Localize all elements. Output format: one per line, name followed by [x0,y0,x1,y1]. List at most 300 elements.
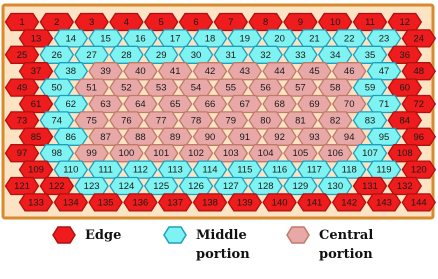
cell-number-label: 112 [132,164,148,176]
cell-number-label: 77 [155,115,167,127]
cell-number-label: 82 [329,115,341,127]
edge-cell [20,161,53,178]
cell-number-label: 16 [135,33,146,45]
cell-number-label: 139 [236,197,253,209]
cell-number-label: 120 [410,164,427,176]
cell-number-label: 140 [271,197,288,209]
cell-number-label: 136 [132,197,149,209]
cell-number-label: 106 [327,148,344,160]
middle-cell [194,30,227,47]
legend-edge-label: Edge [85,228,122,243]
cell-number-label: 21 [309,33,320,45]
central-cell [333,63,366,80]
cell-number-label: 36 [399,49,411,61]
middle-swatch-icon [163,226,187,244]
cell-number-label: 130 [327,181,344,192]
cell-number-label: 1 [19,17,25,28]
cell-number-label: 108 [396,148,413,160]
cell-number-label: 17 [169,33,181,45]
cell-number-label: 71 [378,99,390,110]
cell-number-label: 33 [295,49,306,61]
central-cell [194,128,227,145]
cell-number-label: 28 [121,49,132,61]
central-cell [75,145,108,162]
central-cell [159,63,192,80]
edge-cell [145,14,178,31]
edge-cell [333,194,366,211]
cell-number-label: 35 [364,49,376,61]
cell-number-label: 97 [16,148,28,160]
cell-number-label: 87 [100,131,111,143]
middle-cell [298,161,331,178]
edge-cell [6,79,39,96]
middle-cell [228,161,261,178]
edge-cell [402,194,435,211]
cell-number-label: 13 [30,33,42,45]
cell-number-label: 44 [274,66,285,78]
central-cell [194,96,227,113]
middle-cell [368,30,401,47]
cell-number-label: 38 [65,66,77,78]
edge-cell [159,194,192,211]
middle-cell [214,178,247,195]
middle-cell [333,30,366,47]
cell-number-label: 137 [167,197,184,209]
edge-cell [20,63,53,80]
cell-number-label: 88 [135,131,146,143]
central-cell [145,145,178,162]
cell-number-label: 132 [396,181,413,192]
cell-number-label: 69 [309,99,320,110]
cell-number-label: 74 [51,115,63,127]
central-cell [263,96,296,113]
central-cell [249,145,282,162]
cell-number-label: 84 [399,115,411,127]
middle-cell [40,145,73,162]
middle-cell [40,46,73,63]
cell-number-label: 90 [204,131,216,143]
central-cell [194,63,227,80]
cell-number-label: 94 [343,131,355,143]
middle-cell [263,161,296,178]
central-cell [110,79,143,96]
central-cell [263,128,296,145]
central-cell [228,63,261,80]
edge-cell [75,14,108,31]
cell-number-label: 92 [274,131,285,143]
edge-cell [388,145,421,162]
central-cell [180,79,213,96]
edge-cell [402,63,435,80]
cell-number-label: 121 [14,181,30,192]
cell-number-label: 83 [364,115,376,127]
cell-number-label: 133 [28,197,44,209]
cell-number-label: 57 [295,82,306,94]
cell-number-label: 110 [63,164,79,176]
cell-number-label: 63 [100,99,111,110]
middle-cell [319,46,352,63]
cell-number-label: 104 [257,148,274,160]
cell-number-label: 113 [167,164,183,176]
cell-number-label: 3 [88,17,95,28]
middle-cell [228,30,261,47]
middle-cell [333,161,366,178]
middle-cell [145,46,178,63]
cell-number-label: 138 [202,197,218,209]
legend-central [286,226,373,276]
edge-cell [388,79,421,96]
legend-middle-label [196,226,250,264]
middle-cell [354,46,387,63]
edge-cell [249,14,282,31]
cell-number-label: 131 [362,181,378,192]
cell-number-label: 32 [260,49,271,61]
cell-number-label: 30 [190,49,202,61]
middle-cell [354,145,387,162]
central-cell [298,63,331,80]
middle-cell [263,30,296,47]
legend-middle [163,226,250,276]
cell-number-label: 109 [28,164,44,176]
central-cell [180,112,213,129]
middle-cell [180,46,213,63]
central-cell [319,145,352,162]
cell-number-label: 10 [329,17,341,28]
legend-middle-line1: Middle [196,228,247,243]
central-cell [214,145,247,162]
cell-number-label: 85 [30,131,42,143]
middle-cell [54,96,87,113]
central-cell [89,96,122,113]
cell-number-label: 19 [239,33,251,45]
cell-number-label: 5 [158,17,164,28]
cell-number-label: 11 [365,17,375,28]
cell-number-label: 2 [54,17,60,28]
cell-number-label: 115 [237,164,253,176]
central-cell [110,145,143,162]
cell-number-label: 135 [97,197,114,209]
middle-cell [124,161,157,178]
edge-cell [124,194,157,211]
cell-number-label: 111 [98,164,113,176]
cell-number-label: 52 [121,82,132,94]
edge-cell [402,96,435,113]
cell-number-label: 46 [343,66,355,78]
central-cell [89,63,122,80]
edge-cell [298,194,331,211]
edge-cell [40,14,73,31]
legend-edge [52,226,121,276]
middle-cell [319,178,352,195]
central-cell [214,112,247,129]
cell-number-label: 75 [86,115,97,127]
cell-number-label: 142 [341,197,358,209]
cell-number-label: 91 [239,131,251,143]
cell-number-label: 73 [16,115,28,127]
cell-number-label: 102 [188,148,204,160]
cell-number-label: 37 [30,66,42,78]
edge-cell [6,14,39,31]
edge-cell [402,30,435,47]
cell-number-label: 81 [295,115,306,127]
middle-cell [284,46,317,63]
edge-cell [89,194,122,211]
cell-number-label: 86 [65,131,77,143]
central-cell [333,96,366,113]
cell-number-label: 62 [65,99,77,110]
cell-number-label: 12 [399,17,411,28]
cell-number-label: 118 [341,164,357,176]
central-cell [124,128,157,145]
middle-cell [368,96,401,113]
central-cell [75,112,108,129]
cell-number-label: 49 [16,82,28,94]
cell-number-label: 42 [204,66,216,78]
cell-number-label: 134 [62,197,79,209]
cell-number-label: 95 [378,131,390,143]
cell-number-label: 103 [222,148,239,160]
cell-number-label: 9 [297,17,304,28]
cell-number-label: 116 [272,164,288,176]
middle-cell [145,178,178,195]
edge-cell [20,30,53,47]
middle-cell [124,30,157,47]
middle-cell [368,128,401,145]
cell-number-label: 15 [100,33,111,45]
cell-number-label: 26 [51,49,63,61]
central-cell [298,96,331,113]
cell-number-label: 4 [123,17,130,28]
central-swatch-icon [286,226,310,244]
edge-cell [402,128,435,145]
middle-cell [354,112,387,129]
cell-number-label: 23 [378,33,390,45]
cell-number-label: 100 [118,148,135,160]
legend-central-line2: portion [319,247,373,262]
cell-number-label: 117 [306,164,322,176]
cell-number-label: 20 [274,33,285,45]
cell-number-label: 127 [222,181,239,192]
cell-number-label: 56 [260,82,271,94]
middle-cell [159,30,192,47]
edge-cell [214,14,247,31]
central-cell [124,96,157,113]
cell-number-label: 101 [153,148,170,160]
edge-cell [388,112,421,129]
cell-number-label: 124 [118,181,135,192]
central-cell [249,79,282,96]
cell-number-label: 58 [329,82,341,94]
middle-cell [284,178,317,195]
edge-cell [354,14,387,31]
cell-number-label: 27 [86,49,97,61]
cell-number-label: 126 [188,181,204,192]
edge-cell [228,194,261,211]
cell-number-label: 50 [51,82,63,94]
legend-central-line1: Central [319,228,374,243]
edge-cell [54,194,87,211]
cell-number-label: 7 [228,17,234,28]
cell-number-label: 53 [155,82,167,94]
central-cell [333,128,366,145]
central-cell [214,79,247,96]
middle-cell [214,46,247,63]
cell-number-label: 6 [193,17,199,28]
cell-number-label: 48 [413,66,425,78]
middle-cell [249,178,282,195]
central-cell [145,112,178,129]
middle-cell [180,178,213,195]
cell-number-label: 125 [153,181,170,192]
cell-number-label: 43 [239,66,251,78]
cell-number-label: 98 [51,148,63,160]
cell-number-label: 114 [202,164,218,176]
cell-number-label: 65 [169,99,181,110]
cell-number-label: 78 [190,115,202,127]
edge-cell [388,178,421,195]
middle-cell [54,30,87,47]
edge-cell [284,14,317,31]
edge-cell [6,46,39,63]
central-cell [319,79,352,96]
cell-number-label: 122 [48,181,65,192]
cell-number-label: 41 [169,66,181,78]
middle-cell [75,178,108,195]
central-cell [180,145,213,162]
cell-number-label: 25 [16,49,28,61]
legend-middle-line2: portion [196,247,250,262]
cell-number-label: 59 [364,82,376,94]
edge-cell [388,46,421,63]
middle-cell [249,46,282,63]
edge-cell [20,96,53,113]
central-cell [263,63,296,80]
central-cell [319,112,352,129]
legend-central-label [319,226,373,264]
cell-number-label: 80 [260,115,271,127]
cell-number-label: 51 [86,82,97,94]
edge-cell [263,194,296,211]
cell-number-label: 68 [274,99,285,110]
cell-number-label: 79 [225,115,237,127]
central-cell [110,112,143,129]
central-cell [228,96,261,113]
cell-number-label: 96 [413,131,425,143]
middle-cell [159,161,192,178]
middle-cell [54,63,87,80]
cell-number-label: 61 [30,99,42,110]
central-cell [159,128,192,145]
cell-number-label: 22 [343,33,355,45]
cell-number-label: 60 [399,82,411,94]
edge-cell [194,194,227,211]
cell-number-label: 105 [292,148,309,160]
cell-number-label: 18 [204,33,216,45]
cell-number-label: 76 [121,115,132,127]
cell-number-label: 54 [190,82,202,94]
cell-number-label: 47 [378,66,390,78]
central-cell [298,128,331,145]
edge-cell [6,112,39,129]
middle-cell [54,161,87,178]
central-cell [284,79,317,96]
cell-number-label: 64 [135,99,146,110]
edge-cell [180,14,213,31]
edge-cell [6,145,39,162]
cell-number-label: 66 [204,99,216,110]
middle-cell [354,79,387,96]
middle-cell [110,46,143,63]
edge-cell [20,128,53,145]
cell-number-label: 129 [292,181,309,192]
middle-cell [75,46,108,63]
central-cell [228,128,261,145]
edge-cell [402,161,435,178]
cell-number-label: 40 [135,66,146,78]
cell-number-label: 93 [309,131,320,143]
hexagon-cells [6,14,436,211]
edge-cell [6,178,39,195]
cell-number-label: 14 [65,33,77,45]
cell-number-label: 72 [413,99,425,110]
edge-cell [110,14,143,31]
edge-cell [368,194,401,211]
middle-cell [368,161,401,178]
middle-cell [40,79,73,96]
middle-cell [89,30,122,47]
edge-cell [388,14,421,31]
middle-cell [110,178,143,195]
cell-number-label: 141 [306,197,323,209]
middle-cell [40,112,73,129]
middle-cell [298,30,331,47]
cell-number-label: 89 [169,131,181,143]
cell-number-label: 123 [83,181,100,192]
central-cell [89,128,122,145]
cell-number-label: 34 [329,49,341,61]
central-cell [159,96,192,113]
cell-number-label: 67 [239,99,251,110]
central-cell [145,79,178,96]
cell-number-label: 8 [262,17,269,28]
cell-number-label: 70 [343,99,355,110]
central-cell [284,112,317,129]
cell-number-label: 128 [257,181,274,192]
cell-number-label: 55 [225,82,237,94]
cell-number-label: 31 [225,49,237,61]
cell-number-label: 107 [362,148,378,160]
middle-cell [54,128,87,145]
cell-number-label: 119 [376,164,392,176]
cell-number-label: 29 [155,49,167,61]
cell-number-label: 45 [309,66,320,78]
cell-number-label: 99 [86,148,97,160]
edge-cell [319,14,352,31]
edge-cell [354,178,387,195]
central-cell [284,145,317,162]
edge-swatch-icon [52,226,76,244]
central-cell [124,63,157,80]
edge-cell [40,178,73,195]
central-cell [75,79,108,96]
middle-cell [368,63,401,80]
middle-cell [194,161,227,178]
cell-number-label: 143 [376,197,392,209]
cell-number-label: 24 [413,33,425,45]
cell-number-label: 39 [100,66,111,78]
cell-number-label: 144 [410,197,427,209]
edge-cell [20,194,53,211]
